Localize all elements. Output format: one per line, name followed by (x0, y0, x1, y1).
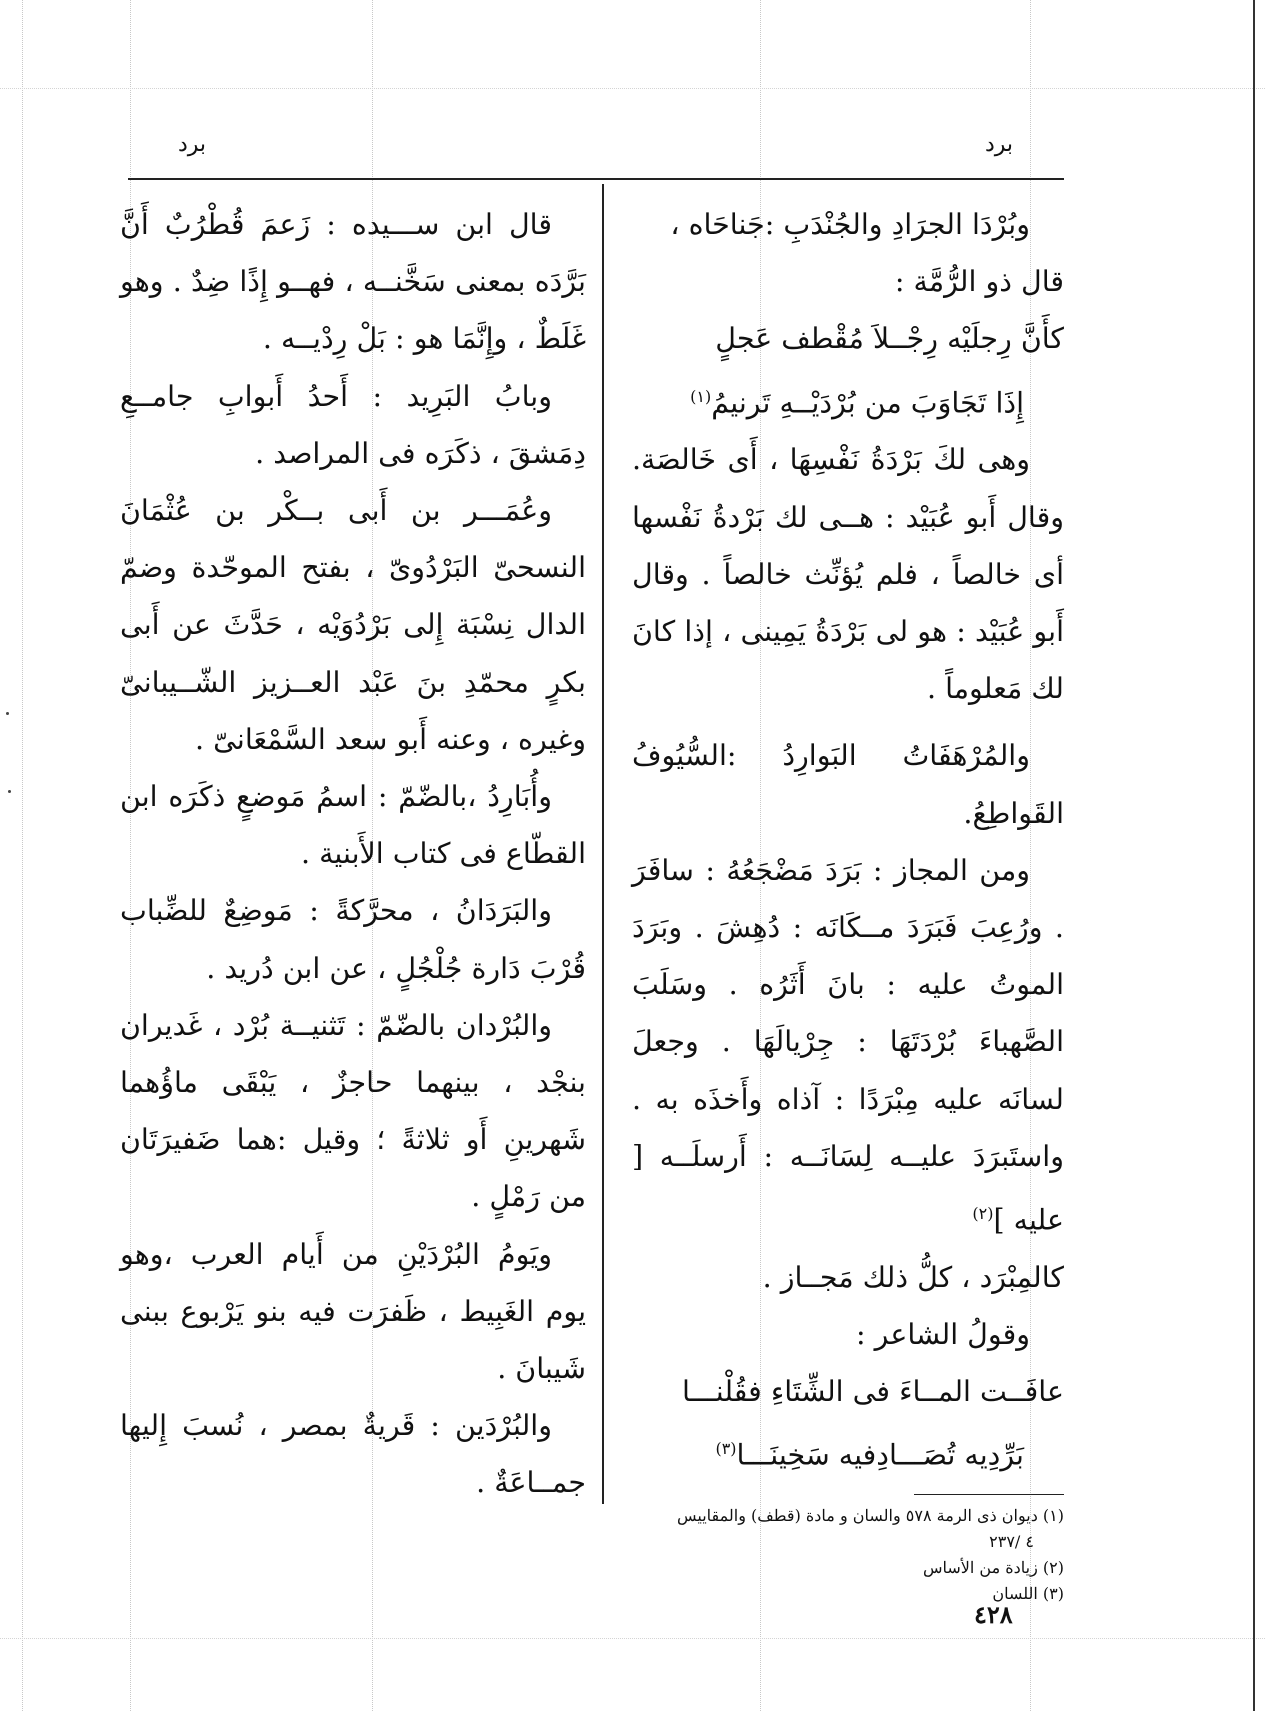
verse-text: عافَــت المــاءَ فى الشِّتَاءِ فقُلْنـــا (682, 1375, 1064, 1409)
paragraph (120, 882, 586, 996)
verse-text: إِذَا تَجَاوَبَ من بُرْدَيْــهِ تَرنيمُ (711, 386, 1024, 420)
paragraph (632, 253, 1064, 310)
scan-guide-line (22, 0, 23, 1711)
paragraph (632, 842, 1064, 1249)
paragraph (120, 1226, 586, 1398)
paragraph (120, 196, 586, 368)
header-rule (128, 178, 1064, 180)
paragraph (120, 997, 586, 1226)
footnote-mark: (٢) (972, 1203, 994, 1223)
footnote: (٢) زيادة من الأساس (922, 1558, 1064, 1577)
footnote-mark: (٣) (715, 1439, 737, 1459)
footnotes (632, 1504, 1064, 1608)
column-divider (602, 184, 604, 1504)
paragraph (120, 1397, 586, 1511)
verse-line (632, 368, 1064, 432)
paragraph-text: وبُرْدَا الجرَادِ والجُنْدَبِ :جَناحَاه ، (670, 208, 1030, 241)
footnote: (٣) اللسان (992, 1584, 1064, 1603)
scan-speck (8, 790, 11, 793)
paragraph-text: وهى لكَ بَرْدَةُ نَفْسِهَا ، أَى خَالصَة. وقال أَبو عُبَيْد : هــى لك بَرْدةُ نَفْسها أى خالصاً ، فلم يُؤنِّث خالصاً . وقال أَبو عُبَيْد : هو لى بَرْدَةُ يَمِينى ، إذا كانَ لك مَعلوماً . (632, 443, 1064, 706)
verse-line (632, 1420, 1064, 1484)
left-column (120, 186, 586, 1512)
paragraph (632, 196, 1064, 253)
right-column (632, 186, 1064, 1484)
scan-guide-line (0, 1638, 1265, 1639)
scan-speck (6, 712, 9, 715)
verse-line (632, 1363, 1064, 1420)
paragraph-text: ومن المجاز : بَرَدَ مَضْجَعُهُ : سافَرَ . ورُعِبَ فَبَرَدَ مــكَانَه : دُهِشَ . وبَرَدَ الموتُ عليه : بانَ أَثَرُه . وسَلَبَ الصَّهباءَ بُرْدَتَهَا : جِرْيالَهَا . وجعلَ لسانَه عليه مِبْرَدًا : آذاه وأَخذَه به . واستَبرَدَ عليــه لِسَانَــه : أَرسلَــه [ عليه ] (632, 853, 1064, 1237)
paragraph-text: وقولُ الشاعر : (856, 1317, 1030, 1351)
paragraph (632, 1306, 1064, 1363)
verse-line (632, 310, 1064, 367)
verse-text: كأَنَّ رِجلَيْه رِجْــلاَ مُقْطف عَجلٍ (715, 322, 1064, 356)
paragraph (120, 482, 586, 768)
paragraph-text: كالمِبْرَد ، كلُّ ذلك مَجــاز . (762, 1260, 1064, 1294)
paragraph (120, 768, 586, 882)
paragraph-text: قال ابن ســـيده : زَعمَ قُطْرُبٌ أَنَّ بَرَّدَه بمعنى سَخَّنــه ، فهــو إِذًا ضِدٌ . وهو غَلَطٌ ، وإِنَّمَا هو : بَلْ رِدْيــه . (120, 208, 586, 356)
verse-text: بَرِّدِيه تُصَـــادِفيه سَخِينَـــا (736, 1438, 1024, 1472)
scan-guide-line (0, 88, 1265, 89)
footnote-rule (914, 1494, 1064, 1495)
paragraph-text: وأُبَارِدُ ،بالضّمّ : اسمُ مَوضعٍ ذكَرَه ابن القطّاع فى كتاب الأَبنية . (120, 780, 586, 871)
paragraph-text: وعُمَـــر بن أَبى بــكْر بن عُثْمَانَ النسحىّ البَرْدُوىّ ، بفتح الموحّدة وضمّ الدال نِسْبَة إِلى بَرْدُوَيْه ، حَدَّثَ عن أَبى بكرٍ محمّدِ بنَ عَبْد العــزيز الشّــيبانىّ وغيره ، وعنه أَبو سعد السَّمْعَانىّ . (120, 494, 586, 756)
footnote-mark: (١) (690, 386, 712, 406)
paragraph-text: قال ذو الرُّمَّة : (894, 265, 1064, 299)
paragraph-text: والبُرْدَين : قَريةٌ بمصر ، نُسبَ إِليها جمــاعَةٌ . (120, 1409, 586, 1500)
footnote-continuation: ٤ /٢٣٧ (989, 1532, 1034, 1551)
page-number: ٤٢٨ (974, 1600, 1013, 1629)
paragraph (632, 431, 1064, 717)
running-header-right: برد (985, 132, 1014, 157)
paragraph (120, 368, 586, 482)
paragraph (632, 1249, 1064, 1306)
page-edge (1253, 0, 1255, 1711)
running-header-left: برد (178, 132, 207, 157)
paragraph (632, 727, 1064, 841)
paragraph-text: وبابُ البَرِيد : أَحدُ أَبوابِ جامــعِ دِمَشقَ ، ذكَرَه فى المراصد . (120, 379, 586, 470)
paragraph-text: والمُرْهَفَاتُ البَوارِدُ :السُّيُوفُ القَواطِعُ. (632, 739, 1064, 830)
paragraph-text: والبَرَدَانُ ، محرَّكةً : مَوضِعٌ للضِّباب قُرْبَ دَارة جُلْجُلٍ ، عن ابن دُريد . (120, 894, 586, 985)
paragraph-text: ويَومُ البُرْدَيْنِ من أَيام العرب ،وهو يوم الغَبِيط ، ظَفرَت فيه بنو يَرْبوع ببنى شَيبانَ . (120, 1237, 586, 1386)
paragraph-text: والبُرْدان بالضّمّ : تَثنيــة بُرْد ، غَديران بنجْد ، بينهما حاجزٌ ، يَبْقَى ماؤُهما شَهرينِ أَو ثلاثةً ؛ وقيل :هما ضَفيرَتَان من رَمْلٍ . (120, 1008, 586, 1214)
footnote: (١) ديوان ذى الرمة ٥٧٨ والسان و مادة (قطف) والمقاييس (676, 1506, 1064, 1525)
